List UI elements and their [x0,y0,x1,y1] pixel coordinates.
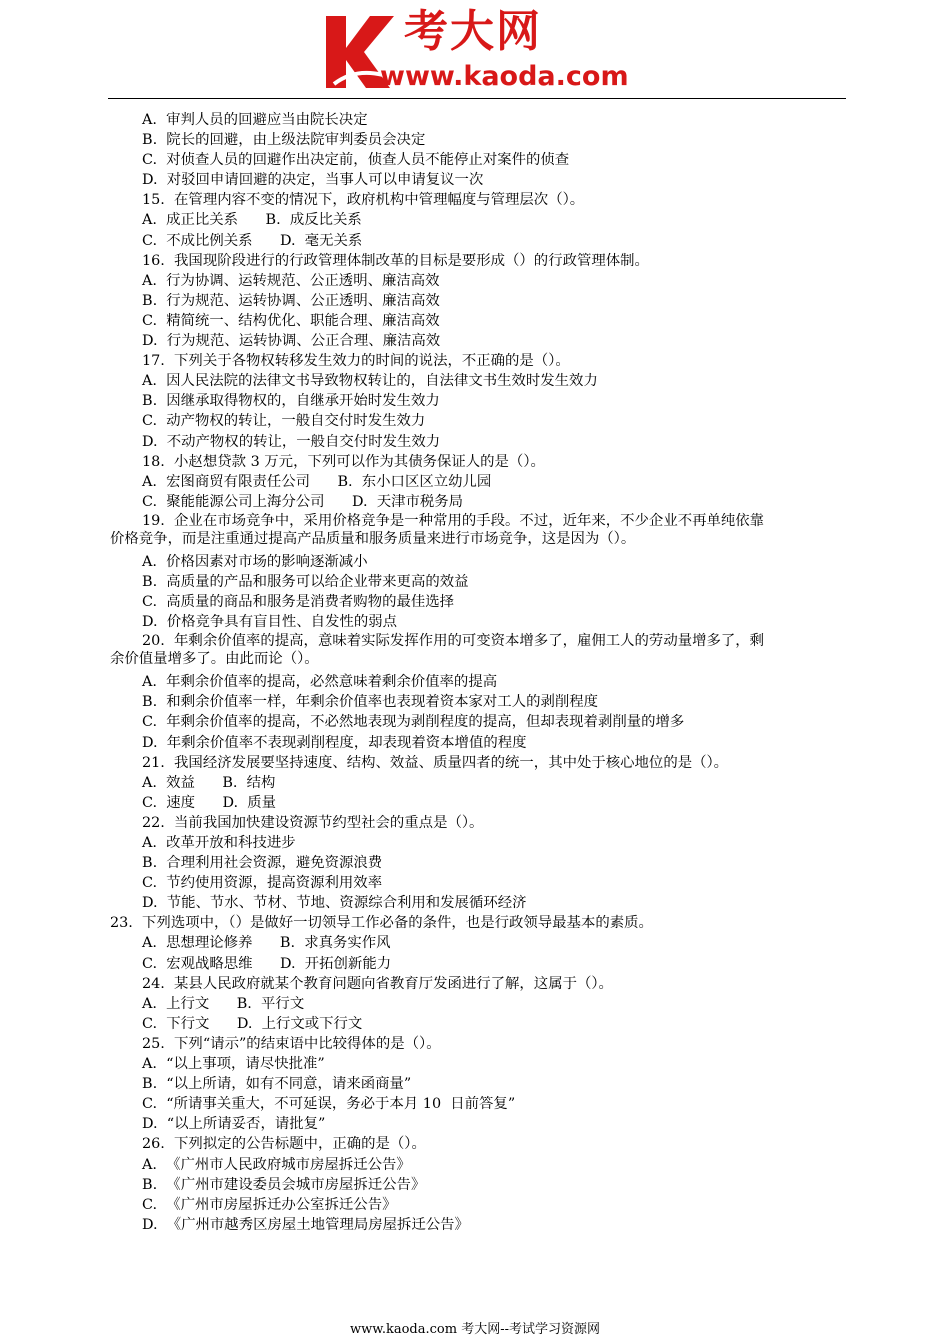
question-text-continued: 价格竞争，而是注重通过提高产品质量和服务质量来进行市场竞争，这是因为（）。 [110,530,636,547]
text-line: D. 《广州市越秀区房屋土地管理局房屋拆迁公告》 [142,1216,469,1233]
text-line: A. 思想理论修养 B. 求真务实作风 [142,935,391,952]
text-line: A. 宏图商贸有限责任公司 B. 东小口区区立幼儿园 [142,473,492,490]
text-line: B. 高质量的产品和服务可以给企业带来更高的效益 [142,573,469,590]
text-line: B. 和剩余价值率一样，年剩余价值率也表现着资本家对工人的剥削程度 [142,694,599,711]
text-line: 25. 下列“请示”的结束语中比较得体的是（）。 [142,1035,441,1052]
text-line: A. 改革开放和科技进步 [142,835,296,851]
text-line: 26. 下列拟定的公告标题中，正确的是（）。 [142,1136,426,1153]
text-line: 22. 当前我国加快建设资源节约型社会的重点是（）。 [142,814,484,831]
header-divider [108,98,846,99]
question-line-wrapped [110,512,850,552]
text-line: D. “以上所请妥否，请批复” [142,1116,326,1133]
text-line: C. 节约使用资源，提高资源利用效率 [142,875,383,892]
text-line: C. 对侦查人员的回避作出决定前，侦查人员不能停止对案件的侦查 [142,152,570,169]
text-line: D. 对驳回申请回避的决定，当事人可以申请复议一次 [142,172,484,189]
text-line: C. “所请事关重大，不可延误，务必于本月 10 日前答复” [142,1096,516,1113]
text-line: C. 聚能能源公司上海分公司 D. 天津市税务局 [142,493,464,510]
text-line: B. 院长的回避，由上级法院审判委员会决定 [142,132,426,149]
text-line: A. 因人民法院的法律文书导致物权转让的，自法律文书生效时发生效力 [142,373,598,390]
text-line: B. “以上所请，如有不同意，请来函商量” [142,1076,412,1093]
text-line: C. 下行文 D. 上行文或下行文 [142,1015,363,1032]
logo-brand-url: www.kaoda.com [380,61,629,92]
text-line: A. 上行文 B. 平行文 [142,995,305,1012]
question-text: 20. 年剩余价值率的提高，意味着实际发挥作用的可变资本增多了，雇佣工人的劳动量增多了，剩 [142,633,765,650]
text-line: 17. 下列关于各物权转移发生效力的时间的说法，不正确的是（）。 [142,353,570,370]
text-line: 15. 在管理内容不变的情况下，政府机构中管理幅度与管理层次（）。 [142,192,585,209]
text-line: D. 价格竞争具有盲目性、自发性的弱点 [142,614,397,631]
exam-content [110,110,850,1235]
text-line: C. 速度 D. 质量 [142,794,276,811]
text-line: A. 成正比关系 B. 成反比关系 [142,212,362,229]
logo-brand-cn: 考大网 [404,6,542,57]
question-text-continued: 余价值量增多了。由此而论（）。 [110,651,319,668]
text-line: 16. 我国现阶段进行的行政管理体制改革的目标是要形成（）的行政管理体制。 [142,252,649,269]
text-line: C. 精简统一、结构优化、职能合理、廉洁高效 [142,312,440,329]
text-line: A. “以上事项，请尽快批准” [142,1056,325,1073]
text-line: A. 审判人员的回避应当由院长决定 [142,112,368,128]
text-line: D. 行为规范、运转协调、公正合理、廉洁高效 [142,333,441,350]
text-line: A. 行为协调、运转规范、公正透明、廉洁高效 [142,272,440,289]
text-line: D. 不动产物权的转让，一般自交付时发生效力 [142,433,441,450]
page-footer: www.kaoda.com 考大网--考试学习资源网 [350,1322,600,1337]
text-line: C. 不成比例关系 D. 毫无关系 [142,232,363,249]
question-text: 19. 企业在市场竞争中，采用价格竞争是一种常用的手段。不过，近年来，不少企业不再单纯依靠 [142,512,765,529]
text-line: C. 《广州市房屋拆迁办公室拆迁公告》 [142,1196,397,1213]
text-line: A. 年剩余价值率的提高，必然意味着剩余价值率的提高 [142,674,498,691]
text-line: B. 因继承取得物权的，自继承开始时发生效力 [142,393,440,410]
question-line-wrapped [110,632,850,672]
text-line: C. 年剩余价值率的提高，不必然地表现为剥削程度的提高，但却表现着剥削量的增多 [142,714,685,731]
text-line: A. 效益 B. 结构 [142,774,276,791]
text-line: D. 节能、节水、节材、节地、资源综合利用和发展循环经济 [142,895,527,912]
text-line: 18. 小赵想贷款 3 万元，下列可以作为其债务保证人的是（）。 [142,453,545,470]
text-line: B. 合理利用社会资源，避免资源浪费 [142,855,383,872]
text-line: 23. 下列选项中，（）是做好一切领导工作必备的条件，也是行政领导最基本的素质。 [110,915,653,932]
text-line: C. 动产物权的转让，一般自交付时发生效力 [142,413,426,430]
text-line: D. 年剩余价值率不表现剥削程度，却表现着资本增值的程度 [142,734,527,751]
text-line: 24. 某县人民政府就某个教育问题向省教育厅发函进行了解，这属于（）。 [142,975,613,992]
text-line: 21. 我国经济发展要坚持速度、结构、效益、质量四者的统一，其中处于核心地位的是（）。 [142,754,729,771]
text-line: A. 价格因素对市场的影响逐渐减小 [142,553,368,570]
text-line: C. 高质量的商品和服务是消费者购物的最佳选择 [142,594,455,611]
text-line: B. 行为规范、运转协调、公正透明、廉洁高效 [142,292,440,309]
text-line: C. 宏观战略思维 D. 开拓创新能力 [142,955,392,972]
kaoda-logo [320,6,650,98]
text-line: A. 《广州市人民政府城市房屋拆迁公告》 [142,1156,411,1173]
text-line: B. 《广州市建设委员会城市房屋拆迁公告》 [142,1176,426,1193]
